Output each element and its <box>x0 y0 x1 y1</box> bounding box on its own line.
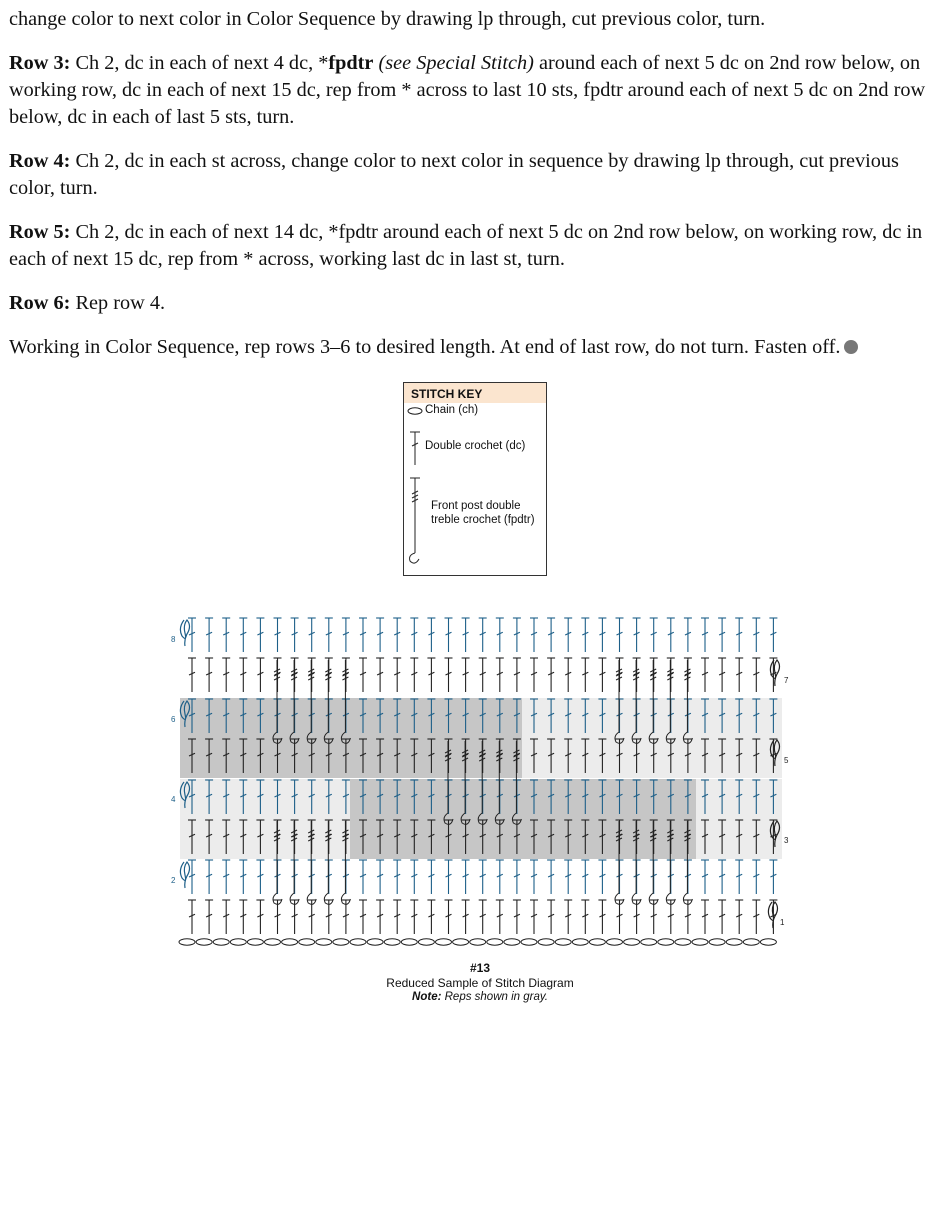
dc-stitch <box>513 618 521 652</box>
chain-stitch <box>743 939 759 945</box>
dc-stitch <box>205 618 213 652</box>
dc-stitch <box>205 658 213 692</box>
rep-shading <box>180 698 782 859</box>
dc-stitch <box>410 900 418 934</box>
chain-stitch <box>760 939 776 945</box>
chain-stitch <box>589 939 605 945</box>
dc-stitch <box>462 658 470 692</box>
dc-stitch <box>410 618 418 652</box>
dc-stitch <box>752 618 760 652</box>
dc-stitch <box>684 618 692 652</box>
chain-stitch <box>350 939 366 945</box>
dc-stitch <box>445 658 453 692</box>
pattern-row-4: Row 4: Ch 2, dc in each st across, change color to next color in sequence by drawing lp through, cut previous color, turn. <box>9 150 899 199</box>
dc-stitch <box>188 900 196 934</box>
row-number-1: 1 <box>780 918 785 927</box>
diagram-title: Reduced Sample of Stitch Diagram <box>386 976 574 990</box>
dc-stitch <box>598 900 606 934</box>
dc-stitch <box>735 658 743 692</box>
dc-stitch <box>462 618 470 652</box>
chain-label: Chain (ch) <box>425 404 479 416</box>
dc-stitch <box>598 860 606 894</box>
dc-stitch <box>547 658 555 692</box>
dc-stitch <box>598 618 606 652</box>
double-crochet-icon <box>410 432 420 465</box>
chain-stitch <box>709 939 725 945</box>
chain-stitch <box>538 939 554 945</box>
dc-stitch <box>291 658 299 692</box>
row-4-label: Row 4: <box>9 150 71 172</box>
dc-stitch <box>479 618 487 652</box>
dc-stitch <box>530 618 538 652</box>
row-5-label: Row 5: <box>9 221 71 243</box>
dc-stitch <box>342 900 350 934</box>
dc-stitch <box>496 900 504 934</box>
dc-stitch <box>479 658 487 692</box>
double-crochet-label: Double crochet (dc) <box>425 440 526 452</box>
fpdtr-label-line2: treble crochet (fpdtr) <box>431 514 535 526</box>
chain-stitch <box>333 939 349 945</box>
row-6-label: Row 6: <box>9 292 71 314</box>
dc-stitch <box>274 900 282 934</box>
dc-stitch <box>735 860 743 894</box>
dc-stitch <box>650 618 658 652</box>
dc-stitch <box>752 900 760 934</box>
dc-stitch <box>222 658 230 692</box>
dc-stitch <box>239 860 247 894</box>
dc-stitch <box>547 618 555 652</box>
stitch-diagram <box>168 612 798 957</box>
dc-stitch <box>393 618 401 652</box>
dc-stitch <box>684 900 692 934</box>
dc-stitch <box>393 658 401 692</box>
dc-stitch <box>752 658 760 692</box>
dc-stitch <box>445 900 453 934</box>
dc-stitch <box>239 658 247 692</box>
dc-stitch <box>496 658 504 692</box>
dc-stitch <box>427 658 435 692</box>
dc-stitch <box>564 900 572 934</box>
dc-stitch <box>376 860 384 894</box>
dc-stitch <box>445 860 453 894</box>
chain-stitch <box>401 939 417 945</box>
dc-stitch <box>359 618 367 652</box>
chain-stitch <box>213 939 229 945</box>
dc-stitch <box>633 618 641 652</box>
dc-stitch <box>462 900 470 934</box>
stitch-key <box>403 382 547 576</box>
diagram-number: #13 <box>469 961 491 975</box>
chain-stitch <box>658 939 674 945</box>
chain-stitch <box>436 939 452 945</box>
dc-stitch <box>325 618 333 652</box>
foundation-chain <box>179 939 776 945</box>
dc-stitch <box>239 900 247 934</box>
special-stitch-note: (see Special Stitch) <box>373 52 534 74</box>
dc-stitch <box>291 618 299 652</box>
dc-stitch <box>633 900 641 934</box>
dc-stitch <box>393 900 401 934</box>
chain-oval-icon <box>408 408 422 414</box>
dc-stitch <box>479 900 487 934</box>
fpdtr-label-line1: Front post double <box>431 500 521 512</box>
dc-stitch <box>239 618 247 652</box>
dc-stitch <box>701 860 709 894</box>
dc-stitch <box>598 658 606 692</box>
pattern-text <box>9 6 939 378</box>
dc-stitch <box>462 860 470 894</box>
dc-stitch <box>256 658 264 692</box>
dc-stitch <box>308 618 316 652</box>
dc-stitch <box>222 900 230 934</box>
row-number-6: 6 <box>171 715 176 724</box>
pattern-row-6: Row 6: Rep row 4. <box>9 292 166 314</box>
dc-stitch <box>513 658 521 692</box>
dc-stitch <box>376 658 384 692</box>
chain-stitch <box>487 939 503 945</box>
dc-stitch <box>445 618 453 652</box>
dc-stitch <box>376 900 384 934</box>
end-of-pattern-dot-icon <box>844 340 858 354</box>
dc-stitch <box>735 900 743 934</box>
chain-stitch <box>624 939 640 945</box>
pattern-row-5: Row 5: Ch 2, dc in each of next 14 dc, *fpdtr around each of next 5 dc on 2nd row below, on working row, dc in each of next 15 dc, rep from * across, working last dc in last st, turn. <box>9 221 923 270</box>
dc-stitch <box>479 860 487 894</box>
dc-stitch <box>427 900 435 934</box>
dc-stitch <box>667 900 675 934</box>
fpdtr-term: fpdtr <box>328 52 374 74</box>
dc-stitch <box>393 860 401 894</box>
dc-stitch <box>530 860 538 894</box>
dc-stitch <box>735 618 743 652</box>
chain-stitch <box>641 939 657 945</box>
dc-stitch <box>581 658 589 692</box>
dc-stitch <box>205 900 213 934</box>
turning-chain <box>770 660 779 686</box>
dc-stitch <box>564 860 572 894</box>
dc-stitch <box>581 618 589 652</box>
turning-chain <box>180 862 189 888</box>
stitch-key-title: STITCH KEY <box>404 383 546 403</box>
dc-stitch <box>581 860 589 894</box>
chain-stitch <box>607 939 623 945</box>
dc-stitch <box>513 860 521 894</box>
chain-stitch <box>572 939 588 945</box>
dc-stitch <box>752 860 760 894</box>
pattern-row-3: Row 3: Ch 2, dc in each of next 4 dc, *fpdtr (see Special Stitch) around each of next 5 dc on 2nd row below, on working row, dc in each of next 15 dc, rep from * across to last 10 sts, fpdtr around each of next 5 dc on 2nd row below, dc in each of last 5 sts, turn. <box>9 52 926 128</box>
rep-block-rows-3-4 <box>350 779 696 859</box>
dc-stitch <box>256 860 264 894</box>
dc-stitch <box>667 618 675 652</box>
chain-stitch <box>196 939 212 945</box>
dc-stitch <box>308 658 316 692</box>
row-3-label: Row 3: <box>9 52 71 74</box>
dc-stitch <box>718 618 726 652</box>
dc-stitch <box>513 900 521 934</box>
chain-stitch <box>265 939 281 945</box>
chain-stitch <box>384 939 400 945</box>
dc-stitch <box>530 658 538 692</box>
dc-stitch <box>359 658 367 692</box>
dc-stitch <box>496 860 504 894</box>
dc-stitch <box>616 618 624 652</box>
turning-chain <box>180 620 189 646</box>
row-number-7: 7 <box>784 676 789 685</box>
dc-stitch <box>769 860 777 894</box>
chain-stitch <box>282 939 298 945</box>
chain-stitch <box>179 939 195 945</box>
dc-stitch <box>274 618 282 652</box>
dc-stitch <box>410 658 418 692</box>
dc-stitch <box>427 860 435 894</box>
dc-stitch <box>718 860 726 894</box>
diagram-note: Note: Reps shown in gray. <box>412 991 548 1003</box>
dc-stitch <box>701 658 709 692</box>
pattern-paragraph-continued: change color to next color in Color Sequence by drawing lp through, cut previous color, turn. <box>9 8 766 30</box>
dc-stitch <box>564 618 572 652</box>
dc-stitch <box>308 900 316 934</box>
dc-stitch <box>359 860 367 894</box>
dc-stitch <box>359 900 367 934</box>
dc-stitch <box>342 618 350 652</box>
dc-stitch <box>616 900 624 934</box>
chain-stitch <box>299 939 315 945</box>
dc-stitch <box>769 618 777 652</box>
chain-stitch <box>521 939 537 945</box>
dc-stitch <box>701 900 709 934</box>
dc-stitch <box>376 618 384 652</box>
row-number-5: 5 <box>784 756 789 765</box>
chain-stitch <box>367 939 383 945</box>
row-number-3: 3 <box>784 836 789 845</box>
dc-stitch <box>291 900 299 934</box>
dc-stitch <box>410 860 418 894</box>
dc-stitch <box>222 618 230 652</box>
chain-stitch <box>247 939 263 945</box>
dc-stitch <box>718 658 726 692</box>
dc-stitch <box>564 658 572 692</box>
chain-stitch <box>555 939 571 945</box>
chain-stitch <box>726 939 742 945</box>
row-number-2: 2 <box>171 876 176 885</box>
dc-stitch <box>427 618 435 652</box>
chain-stitch <box>230 939 246 945</box>
dc-stitch <box>256 900 264 934</box>
chain-stitch <box>504 939 520 945</box>
dc-stitch <box>547 860 555 894</box>
dc-stitch <box>547 900 555 934</box>
dc-stitch <box>308 860 316 894</box>
dc-stitch <box>496 618 504 652</box>
row-number-4: 4 <box>171 795 176 804</box>
dc-stitch <box>530 900 538 934</box>
dc-stitch <box>222 860 230 894</box>
chain-stitch <box>470 939 486 945</box>
dc-stitch <box>581 900 589 934</box>
dc-stitch <box>325 900 333 934</box>
dc-stitch <box>718 900 726 934</box>
chain-stitch <box>316 939 332 945</box>
dc-stitch <box>650 900 658 934</box>
dc-stitch <box>256 618 264 652</box>
dc-stitch <box>188 658 196 692</box>
fpdtr-icon <box>410 478 420 563</box>
pattern-closing: Working in Color Sequence, rep rows 3–6 to desired length. At end of last row, do not turn. Fasten off. <box>9 334 939 361</box>
row-number-8: 8 <box>171 635 176 644</box>
chain-stitch <box>692 939 708 945</box>
rep-block-rows-5-6 <box>180 698 522 778</box>
dc-stitch <box>205 860 213 894</box>
chain-stitch <box>453 939 469 945</box>
dc-stitch <box>291 860 299 894</box>
chain-stitch <box>675 939 691 945</box>
dc-stitch <box>701 618 709 652</box>
turning-chain <box>768 902 777 928</box>
chain-stitch <box>418 939 434 945</box>
